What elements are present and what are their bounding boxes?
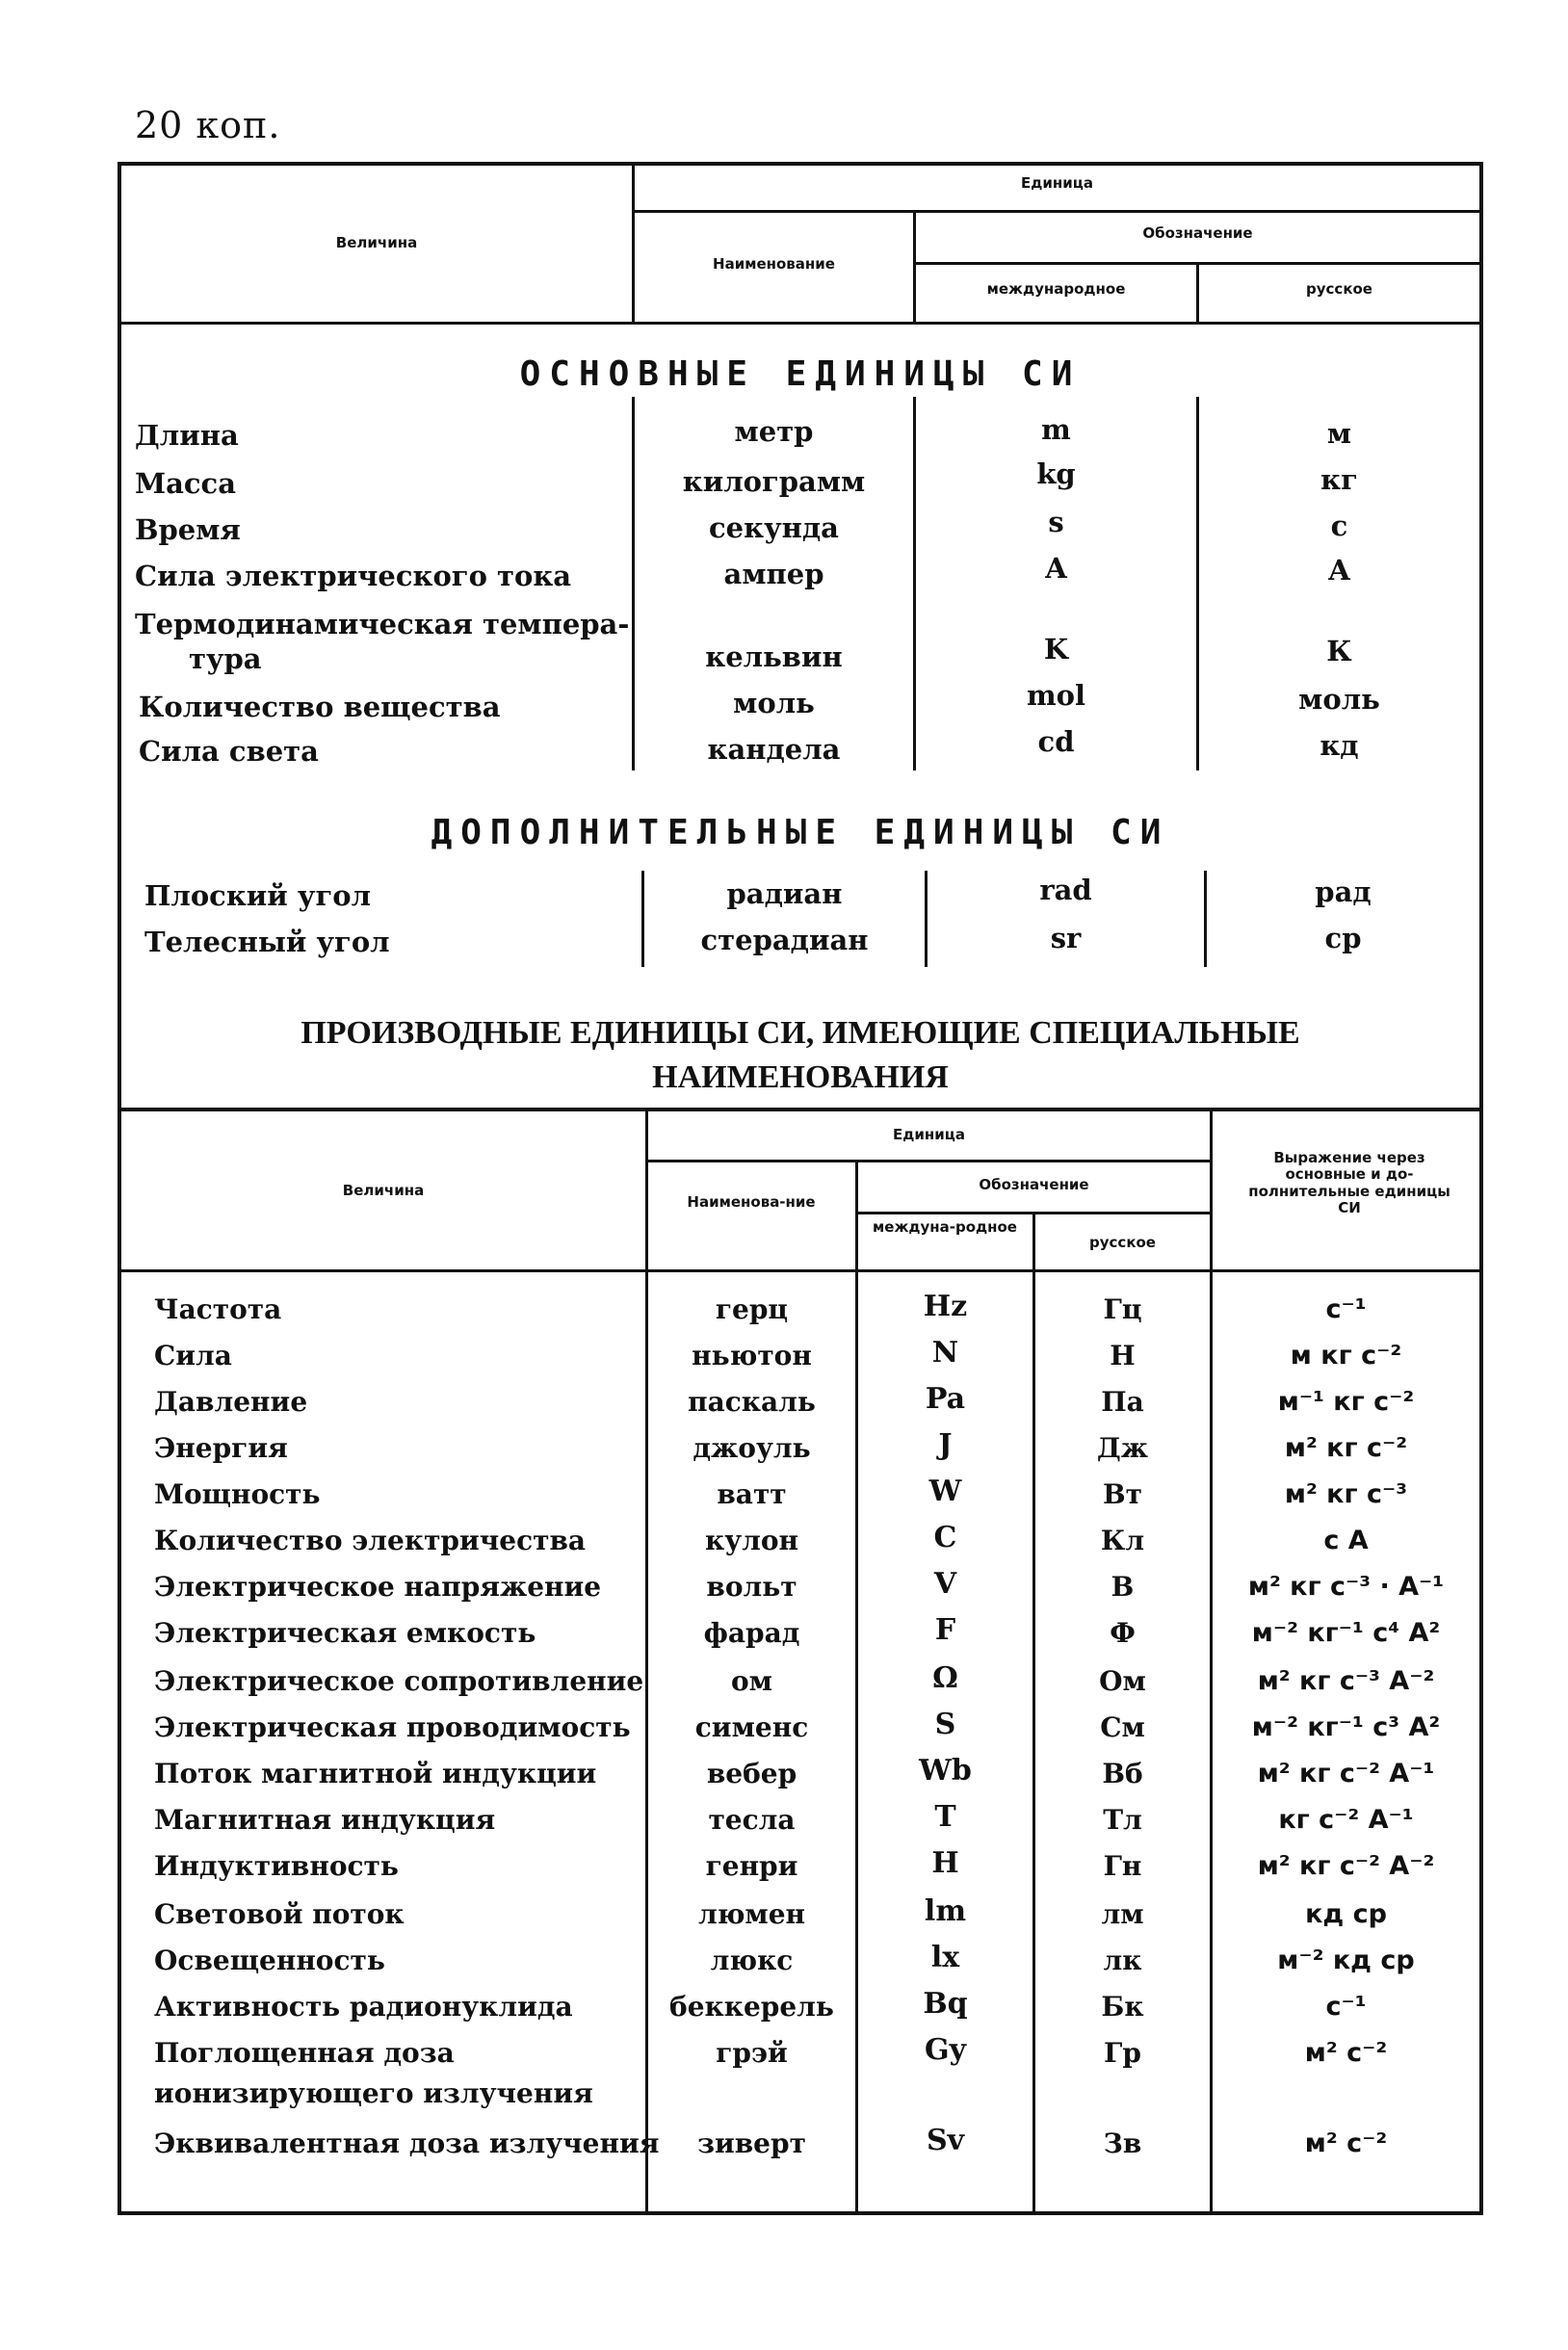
base-row-intl: kg xyxy=(1036,457,1076,490)
base-row-rus: моль xyxy=(1298,683,1380,716)
derived-row-name: вольт xyxy=(706,1571,797,1603)
derived-row-quantity: Магнитная индукция xyxy=(154,1804,496,1836)
derived-row-intl: V xyxy=(933,1567,957,1601)
base-row-intl: mol xyxy=(1026,679,1086,712)
derived-row-rus: лм xyxy=(1101,1898,1144,1930)
price-label: 20 коп. xyxy=(135,104,281,146)
derived-row-expression: с⁻¹ xyxy=(1325,1294,1367,1324)
derived-row-quantity: Частота xyxy=(154,1293,282,1325)
derived-row-name: герц xyxy=(715,1293,789,1325)
derived-row-quantity: Энергия xyxy=(154,1432,288,1464)
derived-row-quantity: Индуктивность xyxy=(154,1850,399,1882)
base-row-rus: кг xyxy=(1320,463,1358,496)
derived-row-expression: м⁻² кд ср xyxy=(1277,1945,1415,1975)
header1-unit: Единица xyxy=(1021,174,1093,192)
base-row-intl: m xyxy=(1041,413,1071,446)
header2-international: междуна-родное xyxy=(873,1218,1017,1236)
section-extra-title: ДОПОЛНИТЕЛЬНЫЕ ЕДИНИЦЫ СИ xyxy=(431,813,1170,852)
base-row-quantity: Длина xyxy=(135,419,239,452)
derived-row-quantity: Электрическая емкость xyxy=(154,1617,536,1649)
derived-row-intl: J xyxy=(938,1428,953,1462)
derived-row-name: джоуль xyxy=(693,1432,811,1464)
derived-row-quantity: Сила xyxy=(154,1340,232,1371)
derived-row-expression: кд ср xyxy=(1305,1899,1387,1929)
derived-row-quantity: Освещенность xyxy=(154,1945,385,1976)
derived-row-intl: Hz xyxy=(923,1290,968,1323)
derived-row-intl: H xyxy=(931,1846,959,1880)
derived-row-intl: Sv xyxy=(926,2124,965,2157)
derived-row-expression: м² кг с⁻³ xyxy=(1284,1479,1408,1509)
base-row-name: кельвин xyxy=(705,640,843,673)
derived-row-expression: м кг с⁻² xyxy=(1290,1341,1402,1371)
derived-row-rus: Вб xyxy=(1102,1758,1143,1789)
base-row-quantity: Время xyxy=(135,513,241,546)
header2-bottom-rule xyxy=(121,1269,1479,1272)
derived-row-expression: м² с⁻² xyxy=(1304,2038,1388,2068)
derived-row-name: ньютон xyxy=(692,1340,812,1371)
derived-row-rus: Ф xyxy=(1110,1617,1136,1649)
base-row-quantity: Сила света xyxy=(139,735,319,768)
derived-row-name: ватт xyxy=(717,1478,787,1510)
derived-row-intl: Bq xyxy=(923,1987,968,2021)
header2-hline-unit xyxy=(645,1160,1213,1162)
derived-row-quantity: Количество электричества xyxy=(154,1525,587,1556)
header2-quantity: Величина xyxy=(342,1182,425,1199)
base-row-quantity: Сила электрического тока xyxy=(135,560,572,592)
header1-quantity: Величина xyxy=(335,234,418,251)
base-row-name: моль xyxy=(733,687,815,719)
header1-hline-unit xyxy=(632,210,1479,213)
header1-designation: Обозначение xyxy=(1142,224,1253,242)
derived-row-intl: N xyxy=(931,1336,959,1370)
derived-row-quantity: Давление xyxy=(154,1386,308,1418)
derived-row-intl: lm xyxy=(924,1894,967,1928)
derived-row-rus: лк xyxy=(1103,1945,1142,1976)
derived-row-expression: м² кг с⁻³ А⁻² xyxy=(1257,1666,1435,1696)
derived-row-expression: м⁻² кг⁻¹ с⁴ А² xyxy=(1251,1618,1441,1648)
header1-bottom-rule xyxy=(121,322,1479,325)
derived-row-expression: м² кг с⁻³ · А⁻¹ xyxy=(1247,1572,1445,1602)
derived-row-rus: Бк xyxy=(1101,1991,1144,2023)
base-row-intl: cd xyxy=(1037,725,1075,758)
section-derived-title-line1: ПРОИЗВОДНЫЕ ЕДИНИЦЫ СИ, ИМЕЮЩИЕ СПЕЦИАЛЬНЫЕ xyxy=(301,1015,1300,1051)
derived-row-rus: Па xyxy=(1101,1386,1144,1418)
base-row-name: ампер xyxy=(723,558,824,590)
frame-top xyxy=(118,162,1483,166)
base-row-quantity: Количество вещества xyxy=(139,691,501,723)
extra-row-name: радиан xyxy=(726,877,843,910)
derived-row-quantity: Электрическая проводимость xyxy=(154,1711,631,1743)
derived-row-quantity: Поглощенная доза xyxy=(154,2037,455,2069)
header2-russian: русское xyxy=(1089,1234,1156,1251)
base-row-rus: К xyxy=(1326,635,1352,667)
extra-row-rus: рад xyxy=(1315,875,1372,908)
base-row-quantity: Масса xyxy=(135,467,236,500)
extra-row-quantity: Плоский угол xyxy=(144,879,372,912)
extra-row-intl: sr xyxy=(1050,922,1082,954)
header2-designation: Обозначение xyxy=(979,1176,1089,1193)
extra-row-intl: rad xyxy=(1039,874,1092,906)
derived-row-rus: Ом xyxy=(1099,1665,1146,1697)
derived-row-intl: F xyxy=(934,1613,956,1647)
derived-row-name: кулон xyxy=(704,1525,799,1556)
base-row-quantity-cont: тура xyxy=(189,642,262,675)
header2-expression: Выражение через основные и до-полнительные единицы СИ xyxy=(1248,1149,1450,1216)
derived-row-intl: lx xyxy=(930,1941,960,1974)
derived-row-quantity: Активность радионуклида xyxy=(154,1991,573,2023)
base-row-name: килограмм xyxy=(682,465,866,498)
header2-unit: Единица xyxy=(893,1126,965,1143)
derived-row-quantity-cont: ионизирующего излучения xyxy=(154,2077,593,2109)
derived-row-name: вебер xyxy=(706,1758,797,1789)
derived-row-rus: Н xyxy=(1110,1340,1136,1371)
header1-russian: русское xyxy=(1306,280,1372,298)
derived-row-expression: м² кг с⁻² А⁻¹ xyxy=(1257,1759,1435,1789)
derived-row-quantity: Электрическое сопротивление xyxy=(154,1665,644,1697)
derived-row-name: паскаль xyxy=(688,1386,816,1418)
base-row-intl: s xyxy=(1048,506,1064,538)
derived-row-expression: с⁻¹ xyxy=(1325,1992,1367,2022)
derived-row-quantity: Электрическое напряжение xyxy=(154,1571,602,1603)
header2-hline-desig xyxy=(855,1212,1213,1214)
derived-row-expression: м² кг с⁻² xyxy=(1284,1433,1408,1463)
base-row-intl: K xyxy=(1043,633,1069,666)
frame-right xyxy=(1479,162,1483,2215)
derived-row-intl: C xyxy=(933,1521,957,1554)
extra-row-name: стерадиан xyxy=(700,924,869,956)
derived-row-name: беккерель xyxy=(669,1991,834,2023)
derived-row-name: сименс xyxy=(694,1711,809,1743)
base-row-quantity: Термодинамическая темпера- xyxy=(135,608,630,640)
derived-row-name: ом xyxy=(731,1665,772,1697)
derived-row-expression: м² с⁻² xyxy=(1304,2128,1388,2158)
derived-row-rus: Гц xyxy=(1103,1293,1142,1325)
derived-row-expression: м² кг с⁻² А⁻² xyxy=(1257,1851,1435,1881)
base-row-name: секунда xyxy=(709,511,839,544)
derived-row-rus: Гр xyxy=(1104,2037,1141,2069)
base-row-name: кандела xyxy=(707,733,841,766)
derived-row-intl: T xyxy=(934,1800,956,1834)
derived-row-intl: Wb xyxy=(919,1754,972,1788)
frame-bottom xyxy=(121,2211,1483,2215)
header1-international: международное xyxy=(986,280,1126,298)
derived-row-expression: м⁻² кг⁻¹ с³ А² xyxy=(1251,1712,1441,1742)
derived-row-expression: м⁻¹ кг с⁻² xyxy=(1277,1387,1415,1417)
extra-row-quantity: Телесный угол xyxy=(144,926,390,958)
derived-row-intl: Pa xyxy=(925,1382,966,1416)
section-derived-title-line2: НАИМЕНОВАНИЯ xyxy=(652,1058,949,1095)
derived-row-intl: S xyxy=(934,1708,956,1741)
derived-row-name: генри xyxy=(705,1850,798,1882)
derived-row-rus: См xyxy=(1100,1711,1145,1743)
derived-row-intl: Gy xyxy=(924,2033,967,2067)
derived-row-expression: с А xyxy=(1323,1526,1369,1555)
derived-row-expression: кг с⁻² А⁻¹ xyxy=(1278,1805,1414,1835)
derived-row-rus: Дж xyxy=(1096,1432,1149,1464)
derived-row-quantity: Эквивалентная доза излучения xyxy=(154,2128,660,2159)
derived-row-quantity: Световой поток xyxy=(154,1898,405,1930)
derived-row-rus: Тл xyxy=(1103,1804,1142,1836)
derived-row-name: люмен xyxy=(697,1898,806,1930)
derived-row-intl: Ω xyxy=(932,1661,958,1695)
derived-row-name: грэй xyxy=(716,2037,788,2069)
header2-top-rule xyxy=(121,1108,1479,1111)
section-derived-title xyxy=(121,1011,1479,1100)
derived-row-rus: Кл xyxy=(1100,1525,1145,1556)
derived-row-rus: Вт xyxy=(1102,1478,1142,1510)
header1-name: Наименование xyxy=(713,255,835,273)
derived-row-name: люкс xyxy=(710,1945,794,1976)
extra-row-rus: ср xyxy=(1324,922,1362,954)
derived-row-name: фарад xyxy=(703,1617,800,1649)
derived-row-quantity: Мощность xyxy=(154,1478,321,1510)
base-row-rus: кд xyxy=(1320,729,1359,762)
derived-row-rus: В xyxy=(1111,1571,1135,1603)
base-row-rus: А xyxy=(1327,554,1351,587)
base-row-intl: A xyxy=(1045,552,1067,585)
derived-row-name: зиверт xyxy=(697,2128,806,2159)
base-row-name: метр xyxy=(734,415,814,448)
section-base-title: ОСНОВНЫЕ ЕДИНИЦЫ СИ xyxy=(519,354,1082,394)
derived-row-rus: Гн xyxy=(1103,1850,1142,1882)
base-row-rus: м xyxy=(1326,417,1352,450)
base-vline-2 xyxy=(913,397,916,770)
base-row-rus: с xyxy=(1330,509,1348,542)
derived-row-name: тесла xyxy=(708,1804,796,1836)
derived-row-rus: Зв xyxy=(1103,2128,1142,2159)
derived-row-intl: W xyxy=(928,1475,962,1508)
header2-name: Наименова-ние xyxy=(687,1193,816,1211)
derived-row-quantity: Поток магнитной индукции xyxy=(154,1758,597,1789)
